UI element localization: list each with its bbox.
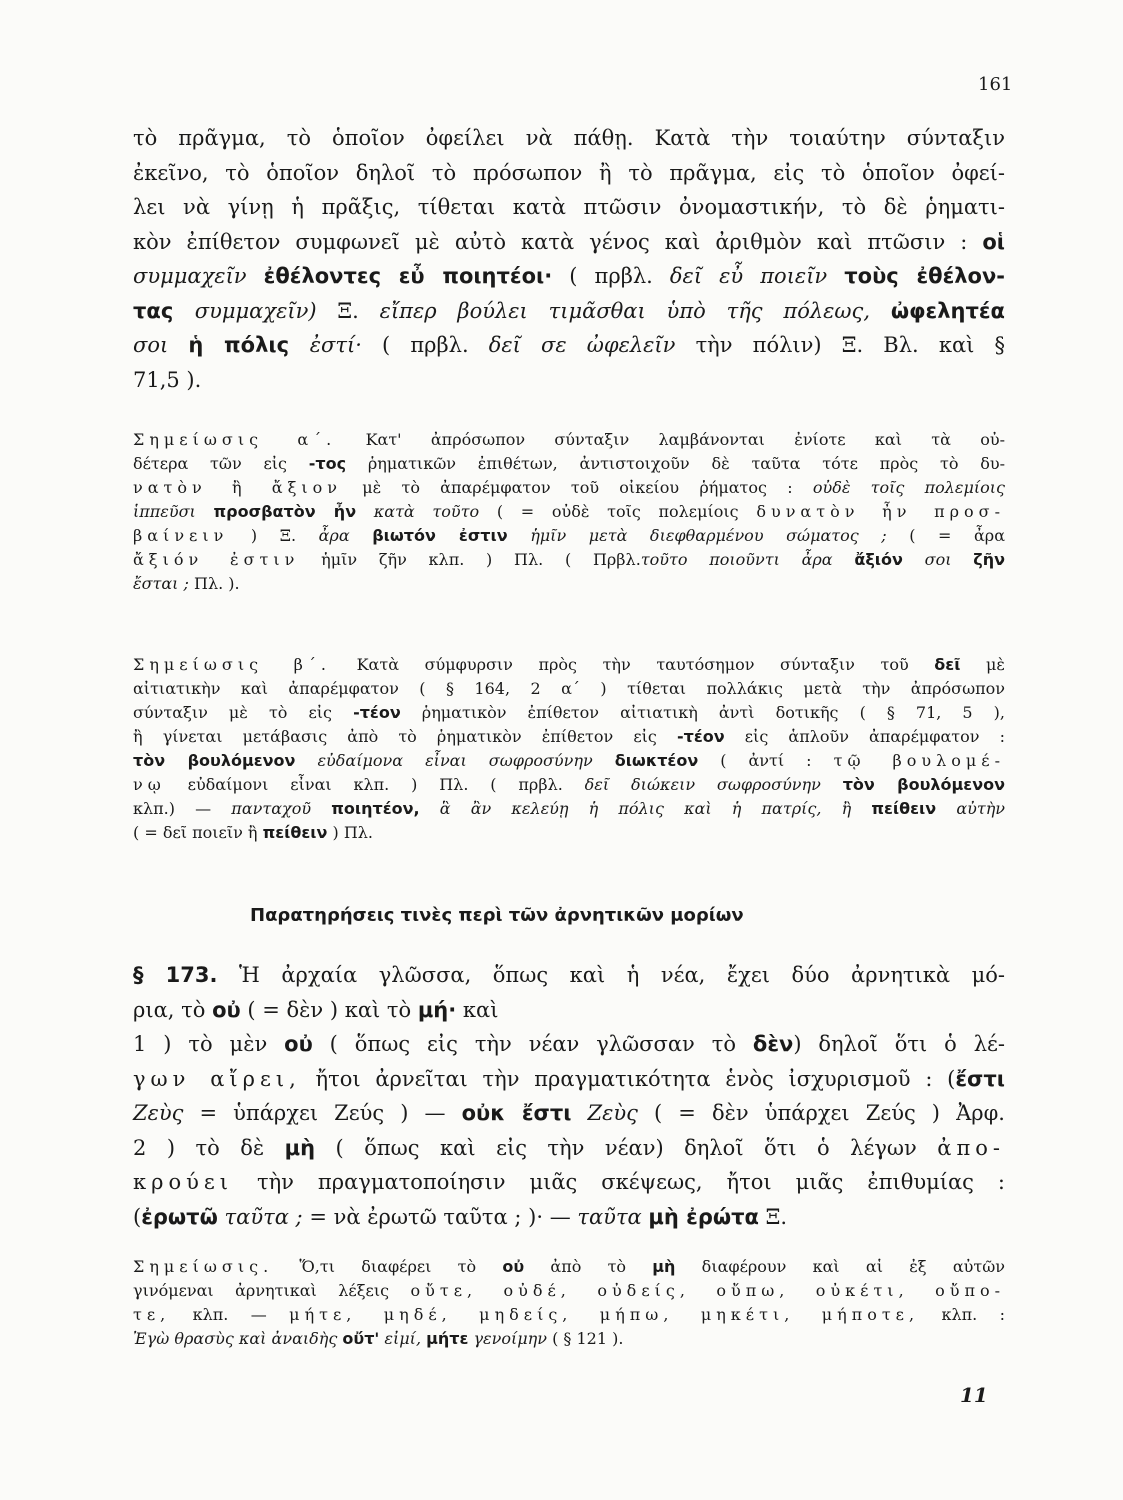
text-line <box>133 1327 1005 1351</box>
note-negatives <box>133 1255 1005 1351</box>
paragraph-impersonal-construction <box>133 121 1005 397</box>
text-segment: δεῖ διώκειν σωφροσύνην <box>584 775 843 794</box>
text-segment: κὸν ἐπίθετον συμφωνεῖ μὲ αὐτὸ κατὰ γένος καὶ ἀριθμὸν καὶ πτῶσιν : <box>133 229 983 254</box>
signature-mark: 11 <box>960 1383 988 1407</box>
text-segment: μὴ <box>652 1257 676 1276</box>
text-segment: ( ὅπως καὶ εἰς τὴν νέαν) δηλοῖ ὅτι ὁ λέγων <box>315 1135 938 1160</box>
text-segment: Ξ. <box>337 298 380 323</box>
text-line <box>133 1027 1005 1062</box>
text-segment: Ζεὺς <box>133 1101 184 1125</box>
text-segment: ( = ἆρα <box>909 526 1005 545</box>
text-line <box>133 328 1005 363</box>
text-line <box>133 259 1005 294</box>
text-segment: τὸ πρᾶγμα, τὸ ὁποῖον ὀφείλει νὰ πάθῃ. Κατὰ τὴν τοιαύτην σύνταξιν <box>133 126 1005 150</box>
text-segment: διωκτέον <box>614 751 699 770</box>
text-segment: τε, <box>133 1305 171 1324</box>
text-segment: οὔτε, οὐδέ, οὐδείς, οὔπω, οὐκέτι, οὔπο- <box>410 1281 1006 1300</box>
text-segment: ταῦτα ; <box>217 1204 310 1229</box>
section-173 <box>133 958 1005 1234</box>
text-line <box>133 428 1005 452</box>
text-line <box>133 773 1005 797</box>
text-segment: κρούει <box>133 1170 233 1194</box>
text-segment: ( ἀντί : <box>698 751 834 770</box>
section-heading: Παρατηρήσεις τινὲς περὶ τῶν ἀρνητικῶν μορίων <box>250 905 744 926</box>
text-line <box>133 572 1005 596</box>
text-segment: Σημείωσις β΄. <box>133 655 331 674</box>
text-segment: ρια, τὸ <box>133 997 213 1022</box>
text-segment: μὴ ἐρώτα <box>648 1204 759 1229</box>
text-line <box>133 725 1005 749</box>
text-segment: εὐδαίμονα εἶναι σωφροσύνην <box>295 751 615 770</box>
text-segment: -τέον <box>676 727 725 746</box>
text-segment: Πλ. ). <box>188 574 240 593</box>
text-line <box>133 821 1005 845</box>
text-line <box>133 1303 1005 1327</box>
text-segment: βιωτόν ἐστιν <box>372 526 508 545</box>
text-segment: ῥηματικῶν ἐπιθέτων, ἀντιστοιχοῦν δὲ ταῦτα τότε πρὸς τὸ δυ- <box>346 454 1005 473</box>
text-segment: εἰς ἁπλοῦν ἀπαρέμφατον : <box>724 727 1005 746</box>
text-segment: ἀπο- <box>937 1135 1005 1160</box>
text-segment: αὐτὴν <box>936 799 1006 818</box>
text-segment: γενοίμην <box>468 1329 547 1348</box>
text-segment: τὸν βουλόμενον <box>842 775 1005 794</box>
text-segment: ( = οὐδὲ τοῖς πολεμίοις <box>479 502 757 521</box>
text-segment: ( = δεῖ ποιεῖν ἢ <box>133 823 263 842</box>
text-line <box>133 121 1005 156</box>
text-segment: εἴπερ βούλει τιμᾶσθαι ὑπὸ τῆς πόλεως, <box>379 298 891 323</box>
page-number: 161 <box>978 74 1013 95</box>
text-segment: ἢ γίνεται μετάβασις ἀπὸ τὸ ῥηματικὸν ἐπίθετον εἰς <box>133 727 677 746</box>
text-segment: εὐδαίμονι εἶναι κλπ. ) Πλ. ( πρβλ. <box>165 775 585 794</box>
text-segment: πανταχοῦ <box>231 799 332 818</box>
text-segment: = ὑπάρχει Ζεύς ) — <box>183 1101 462 1125</box>
text-segment: Ἡ ἀρχαία γλῶσσα, ὅπως καὶ ἡ νέα, ἔχει δύο ἀρνητικὰ μό- <box>217 963 1006 987</box>
text-segment: ἃ ἂν κελεύῃ ἡ πόλις καὶ ἡ πατρίς, ἢ <box>419 799 872 818</box>
text-segment: ) Πλ. <box>327 823 373 842</box>
text-segment: ἡ πόλις <box>188 333 310 357</box>
text-line <box>133 1165 1005 1200</box>
text-segment: ) Ξ. <box>228 526 319 545</box>
text-segment: 71,5 ). <box>133 367 202 392</box>
text-line <box>133 363 1005 398</box>
text-line <box>133 548 1005 572</box>
text-segment: σοι <box>902 550 974 569</box>
text-segment: Ξ. <box>758 1204 788 1229</box>
text-line <box>133 993 1005 1028</box>
text-segment: ( <box>133 1204 142 1229</box>
text-segment: ἔσται ; <box>133 574 189 593</box>
text-line <box>133 958 1005 993</box>
text-segment: Κατὰ σύμφυρσιν πρὸς τὴν ταυτόσημον σύνταξιν τοῦ <box>331 655 935 674</box>
text-line <box>133 797 1005 821</box>
text-line <box>133 1131 1005 1166</box>
text-segment: τῷ βουλομέ- <box>833 751 1006 770</box>
text-segment: νῳ <box>133 775 166 794</box>
text-segment: τὸν βουλόμενον <box>133 751 296 770</box>
text-segment: § 173. <box>133 963 218 987</box>
text-line <box>133 1279 1005 1303</box>
text-segment: οὐ <box>284 1032 313 1056</box>
text-segment: Κατ' ἀπρόσωπον σύνταξιν λαμβάνονται ἐνίοτε καὶ τὰ οὐ- <box>336 430 1006 449</box>
text-line <box>133 677 1005 701</box>
text-segment: ἄξιόν <box>854 550 903 569</box>
text-segment: τὴν πραγματοποίησιν μιᾶς σκέψεως, ἤτοι μιᾶς ἐπιθυμίας : <box>233 1170 1005 1194</box>
text-segment: κλπ. : <box>919 1305 1005 1324</box>
text-segment: οἱ <box>982 229 1005 254</box>
text-segment: ἡμῖν μετὰ διεφθαρμένου σώματος ; <box>507 526 910 545</box>
text-segment: πείθειν <box>871 799 937 818</box>
text-segment: ἐκεῖνο, τὸ ὁποῖον δηλοῖ τὸ πρόσωπον ἢ τὸ πρᾶγμα, εἰς τὸ ὁποῖον ὀφεί- <box>133 160 1005 185</box>
text-segment: πείθειν <box>262 823 328 842</box>
text-segment: δυνατὸν ἦν προσ- <box>756 502 1006 521</box>
text-segment: ἀπὸ τὸ <box>524 1257 653 1276</box>
text-segment: συμμαχεῖν <box>133 264 264 288</box>
text-segment: ἤτοι ἀρνεῖται τὴν πραγματικότητα ἑνὸς ἰσχυρισμοῦ : ( <box>300 1066 956 1091</box>
text-line <box>133 225 1005 260</box>
text-segment: μὴ <box>284 1135 316 1160</box>
text-segment: ὠφελητέα <box>890 298 1005 323</box>
text-segment: ῥηματικὸν ἐπίθετον αἰτιατικὴ ἀντὶ δοτικῆς ( § 71, 5 ), <box>400 703 1005 722</box>
text-segment: 1 ) τὸ μὲν <box>133 1032 285 1056</box>
text-segment: κλπ. — <box>170 1305 290 1324</box>
text-segment: μήτε, μηδέ, μηδείς, μήπω, μηκέτι, μήποτε, <box>289 1305 920 1324</box>
text-line <box>133 653 1005 677</box>
text-segment: ( ὅπως εἰς τὴν νέαν γλῶσσαν τὸ <box>312 1032 753 1056</box>
text-segment: ἆρα <box>318 526 373 545</box>
text-segment: δέτερα τῶν εἰς <box>133 454 309 473</box>
text-segment: αἰτιατικὴν καὶ ἀπαρέμφατον ( § 164, 2 α΄ ) τίθεται πολλάκις μετὰ τὴν ἀπρόσωπον <box>133 679 1005 698</box>
text-segment: διαφέρουν καὶ αἱ ἐξ αὐτῶν <box>675 1257 1005 1276</box>
text-segment: τοὺς ἐθέλον- <box>844 264 1005 288</box>
text-segment: ποιητέον, <box>331 799 420 818</box>
text-segment: ) δηλοῖ ὅτι ὁ λέ- <box>793 1032 1005 1056</box>
text-segment: λει νὰ γίνῃ ἡ πρᾶξις, τίθεται κατὰ πτῶσιν ὀνομαστικήν, τὸ δὲ ῥηματι- <box>133 195 1005 219</box>
text-line <box>133 1096 1005 1131</box>
text-line <box>133 452 1005 476</box>
text-segment: ἱππεῦσι <box>133 502 214 521</box>
text-segment: τας <box>133 298 195 323</box>
text-line <box>133 190 1005 225</box>
text-segment: μήτε <box>426 1329 469 1348</box>
text-segment: ἄξιόν ἐστιν <box>133 550 300 569</box>
text-segment: ζῆν <box>973 550 1006 569</box>
text-segment: σοι <box>133 333 189 357</box>
text-line <box>133 476 1005 500</box>
text-line <box>133 156 1005 191</box>
text-segment: ) Ξ. Βλ. καὶ § <box>813 333 1005 357</box>
text-segment: οὔτ' <box>342 1329 380 1348</box>
note-beta <box>133 653 1005 845</box>
text-line <box>133 524 1005 548</box>
text-segment: ἐστί· <box>309 333 362 357</box>
text-segment: ἡμῖν ζῆν κλπ. ) Πλ. ( Πρβλ. <box>299 550 641 569</box>
text-line <box>133 1062 1005 1097</box>
text-segment: ἔστι <box>955 1066 1005 1091</box>
text-segment: ἐρωτῶ <box>141 1204 218 1229</box>
text-segment: δεῖ σε ὠφελεῖν <box>488 333 696 357</box>
text-segment: -τέον <box>353 703 401 722</box>
text-segment: -τος <box>308 454 347 473</box>
text-segment: σύνταξιν μὲ τὸ εἰς <box>133 703 354 722</box>
text-segment: ( πρβλ. <box>552 264 670 288</box>
text-segment: κατὰ τοῦτο <box>356 502 480 521</box>
text-segment: Σημείωσις. <box>133 1257 274 1276</box>
text-line <box>133 749 1005 773</box>
text-line <box>133 701 1005 725</box>
text-segment: ἐθέλοντες εὖ ποιητέοι· <box>263 264 553 288</box>
text-segment: συμμαχεῖν) <box>194 298 338 323</box>
text-segment: κλπ.) — <box>133 799 232 818</box>
text-segment: προσβατὸν ἦν <box>213 502 357 521</box>
text-segment: οὐ <box>212 997 241 1022</box>
text-segment: οὐδὲ τοῖς πολεμίοις <box>812 478 1005 497</box>
text-segment: Ἐγὼ θρασὺς καὶ ἀναιδὴς <box>133 1329 343 1348</box>
text-segment: οὐ <box>502 1257 525 1276</box>
text-segment: ( = δὲν ὑπάρχει Ζεύς ) Ἀρφ. <box>637 1101 1005 1125</box>
text-line <box>133 1255 1005 1279</box>
text-segment: ( = δὲν ) καὶ τὸ <box>240 997 418 1022</box>
text-segment: μὲ τὸ ἀπαρέμφατον τοῦ οἰκείου ῥήματος : <box>342 478 813 497</box>
text-line <box>133 1200 1005 1235</box>
text-segment: οὐκ ἔστι <box>461 1101 572 1125</box>
text-segment: ( πρβλ. <box>361 333 489 357</box>
text-segment: βαίνειν <box>133 526 229 545</box>
text-segment: εἰμί, <box>379 1329 427 1348</box>
text-segment: Σημείωσις α΄. <box>133 430 337 449</box>
text-line <box>133 500 1005 524</box>
text-segment: Ζεὺς <box>571 1101 638 1125</box>
note-alpha <box>133 428 1005 596</box>
text-segment: δεῖ <box>934 655 961 674</box>
text-segment: ( § 121 ). <box>546 1329 624 1348</box>
text-segment: νατὸν ἢ ἄξιον <box>133 478 343 497</box>
text-segment: Ὅ,τι διαφέρει τὸ <box>273 1257 503 1276</box>
text-segment: δεῖ εὖ ποιεῖν <box>669 264 845 288</box>
text-line <box>133 294 1005 329</box>
text-segment: = νὰ ἐρωτῶ ταῦτα ; )· — <box>309 1204 578 1229</box>
text-segment: δὲν <box>752 1032 794 1056</box>
text-segment: καὶ <box>456 997 499 1022</box>
text-segment: γων αἴρει, <box>133 1066 301 1091</box>
text-segment: μὲ <box>960 655 1006 674</box>
text-segment: 2 ) τὸ δὲ <box>133 1135 285 1160</box>
text-segment: γινόμεναι ἀρνητικαὶ λέξεις <box>133 1281 411 1300</box>
text-segment: τοῦτο ποιοῦντι ἆρα <box>640 550 855 569</box>
text-segment: τὴν πόλιν <box>695 333 814 357</box>
text-segment: ταῦτα <box>577 1204 649 1229</box>
text-segment: μή· <box>417 997 457 1022</box>
